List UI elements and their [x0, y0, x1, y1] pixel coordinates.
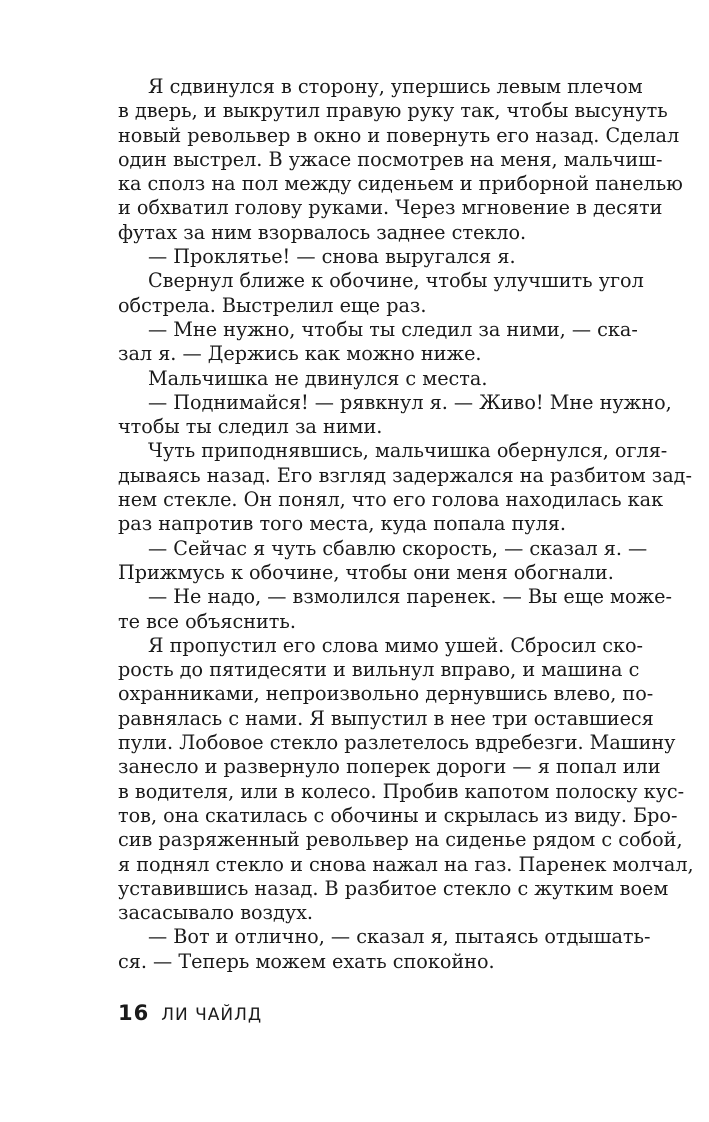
book-page-body — [118, 75, 694, 974]
text-line: пули. Лобовое стекло разлетелось вдребезги. Машину — [118, 731, 676, 755]
text-line: — Вот и отлично, — сказал я, пытаясь отдышать- — [148, 925, 651, 949]
text-line: равнялась с нами. Я выпустил в нее три оставшиеся — [118, 706, 654, 730]
text-line: охранниками, непроизвольно дернувшись влево, по- — [118, 682, 654, 706]
text-line: один выстрел. В ужасе посмотрев на меня, мальчиш- — [118, 147, 663, 171]
text-line: Мальчишка не двинулся с места. — [148, 366, 488, 390]
text-line: Я пропустил его слова мимо ушей. Сбросил ско- — [148, 633, 644, 657]
page-number: 16 — [118, 1001, 150, 1025]
text-line: Свернул ближе к обочине, чтобы улучшить угол — [148, 269, 644, 293]
text-line: — Поднимайся! — рявкнул я. — Живо! Мне нужно, — [148, 390, 672, 414]
text-line: Прижмусь к обочине, чтобы они меня обогнали. — [118, 560, 614, 584]
text-line: дываясь назад. Его взгляд задержался на разбитом зад- — [118, 463, 692, 487]
text-line: новый револьвер в окно и повернуть его назад. Сделал — [118, 123, 680, 147]
text-line: засасывало воздух. — [118, 901, 314, 925]
text-line: я поднял стекло и снова нажал на газ. Паренек молчал, — [118, 852, 694, 876]
text-line: занесло и развернуло поперек дороги — я попал или — [118, 755, 661, 779]
text-line: Я сдвинулся в сторону, упершись левым плечом — [148, 75, 643, 98]
text-line: — Сейчас я чуть сбавлю скорость, — сказал я. — — [148, 536, 648, 560]
text-line: — Мне нужно, чтобы ты следил за ними, — ска- — [148, 317, 638, 341]
text-line: обстрела. Выстрелил еще раз. — [118, 293, 427, 317]
page-footer — [118, 1001, 262, 1025]
text-line: Чуть приподнявшись, мальчишка обернулся, огля- — [148, 439, 668, 463]
text-line: тов, она скатилась с обочины и скрылась из виду. Бро- — [118, 803, 678, 827]
text-line: и обхватил голову руками. Через мгновение в десяти — [118, 196, 663, 220]
text-line: рость до пятидесяти и вильнул вправо, и машина с — [118, 658, 640, 682]
text-line: сив разряженный револьвер на сиденье рядом с собой, — [118, 828, 683, 852]
text-line: футах за ним взорвалось заднее стекло. — [118, 220, 527, 244]
text-line: те все объяснить. — [118, 609, 296, 633]
text-line: в водителя, или в колесо. Пробив капотом полоску кус- — [118, 779, 685, 803]
text-line: — Не надо, — взмолился паренек. — Вы еще може- — [148, 585, 672, 609]
text-line: уставившись назад. В разбитое стекло с жутким воем — [118, 876, 669, 900]
text-line: ся. — Теперь можем ехать спокойно. — [118, 949, 495, 973]
text-line: раз напротив того места, куда попала пуля. — [118, 512, 566, 536]
text-line: — Проклятье! — снова выругался я. — [148, 245, 516, 269]
text-line: в дверь, и выкрутил правую руку так, чтобы высунуть — [118, 99, 668, 123]
running-head-author: ЛИ ЧАЙЛД — [161, 1005, 263, 1025]
text-line: зал я. — Держись как можно ниже. — [118, 342, 482, 366]
text-line: чтобы ты следил за ними. — [118, 415, 383, 439]
text-line: ка сполз на пол между сиденьем и приборной панелью — [118, 172, 683, 196]
text-line: нем стекле. Он понял, что его голова находилась как — [118, 488, 664, 512]
